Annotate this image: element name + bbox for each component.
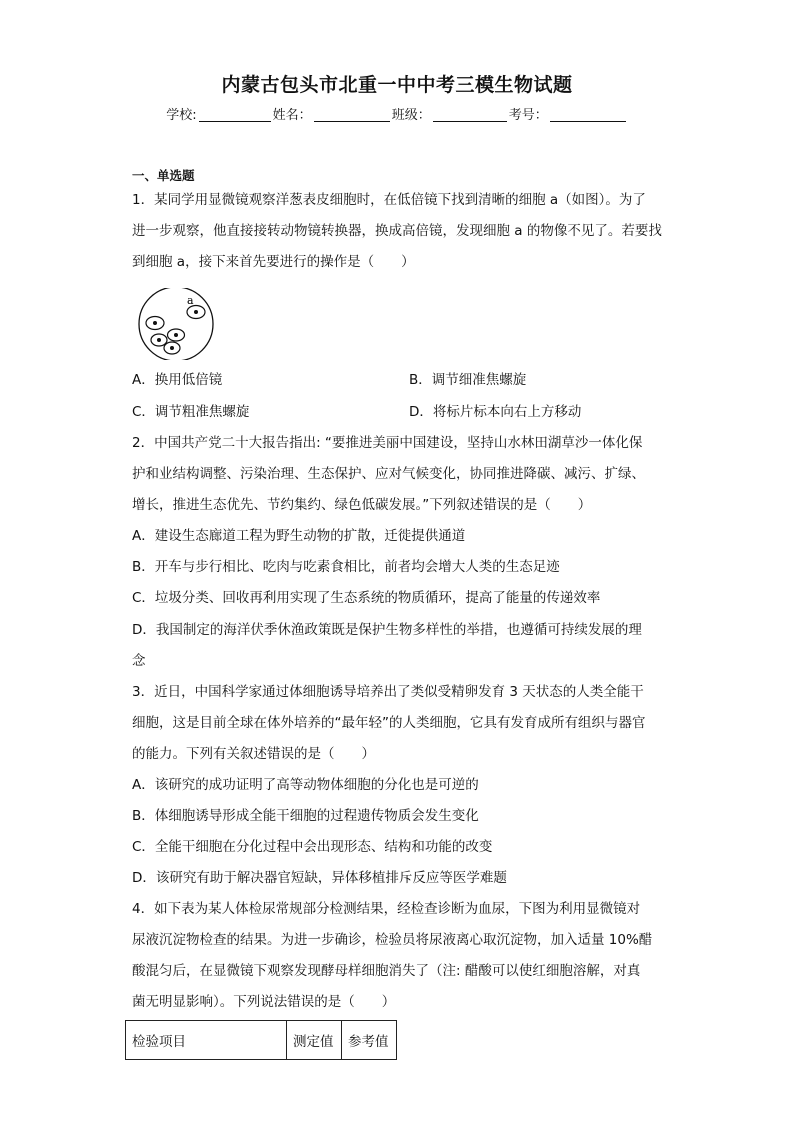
- q1-option-d[interactable]: D．将标片标本向右上方移动: [409, 404, 582, 420]
- q3-option-d[interactable]: D．该研究有助于解决器官短缺，异体移植排斥反应等医学难题: [132, 870, 507, 886]
- page-title: 内蒙古包头市北重一中中考三模生物试题: [221, 74, 573, 96]
- class-blank[interactable]: [433, 107, 507, 122]
- name-label: 姓名：: [272, 108, 312, 123]
- table-header-reference: 参考值: [342, 1021, 397, 1060]
- q1-option-b[interactable]: B．调节细准焦螺旋: [409, 372, 527, 388]
- q1-line-3: 到细胞 a，接下来首先要进行的操作是（ ）: [132, 254, 415, 270]
- q2-line-2: 护和业结构调整、污染治理、生态保护、应对气候变化，协同推进降碳、减污、扩绿、: [132, 466, 645, 482]
- q2-option-b[interactable]: B．开车与步行相比、吃肉与吃素食相比，前者均会增大人类的生态足迹: [132, 559, 560, 575]
- q4-line-2: 尿液沉淀物检查的结果。为进一步确诊，检验员将尿液离心取沉淀物，加入适量 10%醋: [132, 932, 653, 948]
- q3-option-b[interactable]: B．体细胞诱导形成全能干细胞的过程遗传物质会发生变化: [132, 808, 479, 824]
- number-label: 考号：: [508, 108, 548, 123]
- q4-line-1: 4．如下表为某人体检尿常规部分检测结果，经检查诊断为血尿，下图为利用显微镜对: [132, 901, 641, 917]
- q1-line-1: 1．某同学用显微镜观察洋葱表皮细胞时，在低倍镜下找到清晰的细胞 a（如图）。为了: [132, 192, 646, 208]
- table-header-row: [126, 1021, 397, 1060]
- cell-nucleus: [153, 321, 157, 325]
- q4-line-3: 酸混匀后，在显微镜下观察发现酵母样细胞消失了（注: 醋酸可以使红细胞溶解，对真: [132, 963, 641, 979]
- cell-a-nucleus: [194, 310, 198, 314]
- urine-test-table: [125, 1020, 397, 1060]
- section-heading: 一、单选题: [132, 168, 195, 183]
- cell-nucleus: [174, 333, 178, 337]
- q3-line-2: 细胞，这是目前全球在体外培养的“最年轻”的人类细胞，它具有发育成所有组织与器官: [132, 715, 646, 731]
- q3-option-a[interactable]: A．该研究的成功证明了高等动物体细胞的分化也是可逆的: [132, 777, 479, 793]
- microscope-field-figure: [136, 288, 216, 360]
- q2-option-d[interactable]: D．我国制定的海洋伏季休渔政策既是保护生物多样性的举措，也遵循可持续发展的理: [132, 622, 642, 638]
- q4-line-4: 菌无明显影响）。下列说法错误的是（ ）: [132, 994, 396, 1010]
- table-header-item: 检验项目: [126, 1021, 287, 1060]
- table-header-measured: 测定值: [287, 1021, 342, 1060]
- q2-option-d-continued: 念: [132, 653, 146, 669]
- field-of-view-circle: [139, 288, 213, 360]
- q3-option-c[interactable]: C．全能干细胞在分化过程中会出现形态、结构和功能的改变: [132, 839, 493, 855]
- q2-line-1: 2．中国共产党二十大报告指出: “要推进美丽中国建设，坚持山水林田湖草沙一体化保: [132, 435, 643, 451]
- school-label: 学校:: [166, 108, 197, 123]
- q1-option-c[interactable]: C．调节粗准焦螺旋: [132, 404, 250, 420]
- q2-line-3: 增长，推进生态优先、节约集约、绿色低碳发展。”下列叙述错误的是（ ）: [132, 497, 592, 513]
- q3-line-3: 的能力。下列有关叙述错误的是（ ）: [132, 746, 375, 762]
- cell-a-label: a: [187, 294, 194, 307]
- cell-nucleus: [170, 346, 174, 350]
- name-blank[interactable]: [314, 107, 390, 122]
- q1-line-2: 进一步观察，他直接接转动物镜转换器，换成高倍镜，发现细胞 a 的物像不见了。若要找: [132, 223, 662, 239]
- q3-line-1: 3．近日，中国科学家通过体细胞诱导培养出了类似受精卵发育 3 天状态的人类全能干: [132, 684, 644, 700]
- student-info-line: [0, 104, 794, 123]
- class-label: 班级：: [391, 108, 431, 123]
- number-blank[interactable]: [550, 107, 626, 122]
- q2-option-c[interactable]: C．垃圾分类、回收再利用实现了生态系统的物质循环，提高了能量的传递效率: [132, 590, 601, 606]
- cell-nucleus: [157, 338, 161, 342]
- q1-option-a[interactable]: A．换用低倍镜: [132, 372, 223, 388]
- school-blank[interactable]: [199, 107, 271, 122]
- q2-option-a[interactable]: A．建设生态廊道工程为野生动物的扩散，迁徙提供通道: [132, 528, 466, 544]
